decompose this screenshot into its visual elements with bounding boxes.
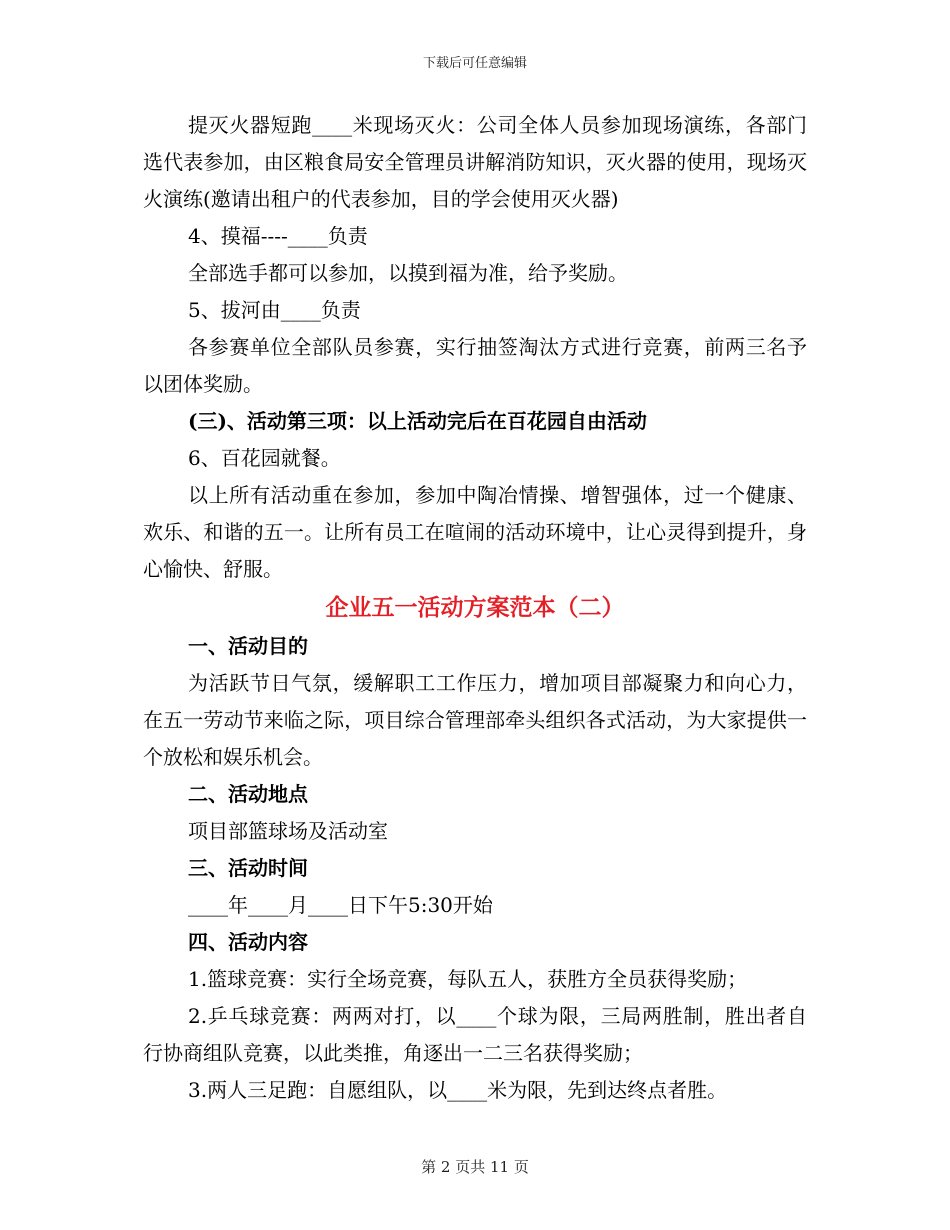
paragraph-summary: 以上所有活动重在参加，参加中陶冶情操、增智强体，过一个健康、欢乐、和谐的五一。让所有员工在喧闹的活动环境中，让心灵得到提升，身心愉快、舒服。 — [143, 483, 807, 581]
paragraph-time: ____年____月____日下午5:30开始 — [188, 893, 493, 917]
document-body — [143, 107, 807, 1109]
page-footer: 第 2 页共 11 页 — [421, 1158, 529, 1176]
paragraph-fire-drill: 提灭火器短跑____米现场灭火：公司全体人员参加现场演练，各部门选代表参加，由区粮食局安全管理员讲解消防知识，灭火器的使用，现场灭火演练(邀请出租户的代表参加，目的学会使用灭火器) — [143, 113, 807, 211]
page-header: 下载后可任意编辑 — [422, 56, 527, 71]
paragraph-purpose: 为活跃节日气氛，缓解职工工作压力，增加项目部凝聚力和向心力，在五一劳动节来临之际，项目综合管理部牵头组织各式活动，为大家提供一个放松和娱乐机会。 — [143, 671, 807, 769]
item-basketball: 1.篮球竞赛：实行全场竞赛，每队五人，获胜方全员获得奖励； — [188, 967, 748, 991]
heading-location: 二、活动地点 — [188, 782, 308, 806]
heading-content: 四、活动内容 — [188, 930, 308, 954]
item-dinner: 6、百花园就餐。 — [188, 446, 341, 470]
item-touch-fortune: 4、摸福----____负责 — [188, 224, 368, 248]
section-heading-third-item: (三)、活动第三项：以上活动完后在百花园自由活动 — [188, 409, 647, 433]
paragraph-tug-of-war: 各参赛单位全部队员参赛，实行抽签淘汰方式进行竞赛，前两三名予以团体奖励。 — [143, 335, 807, 396]
item-table-tennis: 2.乒乓球竞赛：两两对打，以____个球为限，三局两胜制，胜出者自行协商组队竞赛，以此类推，角逐出一二三名获得奖励； — [143, 1004, 807, 1065]
item-tug-of-war: 5、拔河由____负责 — [188, 298, 361, 322]
paragraph-location: 项目部篮球场及活动室 — [188, 819, 388, 843]
document-title: 企业五一活动方案范本（二） — [325, 594, 625, 621]
paragraph-touch-fortune: 全部选手都可以参加，以摸到福为准，给予奖励。 — [188, 261, 628, 285]
item-three-legged-race: 3.两人三足跑：自愿组队，以____米为限，先到达终点者胜。 — [188, 1078, 728, 1102]
heading-time: 三、活动时间 — [188, 856, 308, 880]
heading-purpose: 一、活动目的 — [188, 634, 308, 658]
